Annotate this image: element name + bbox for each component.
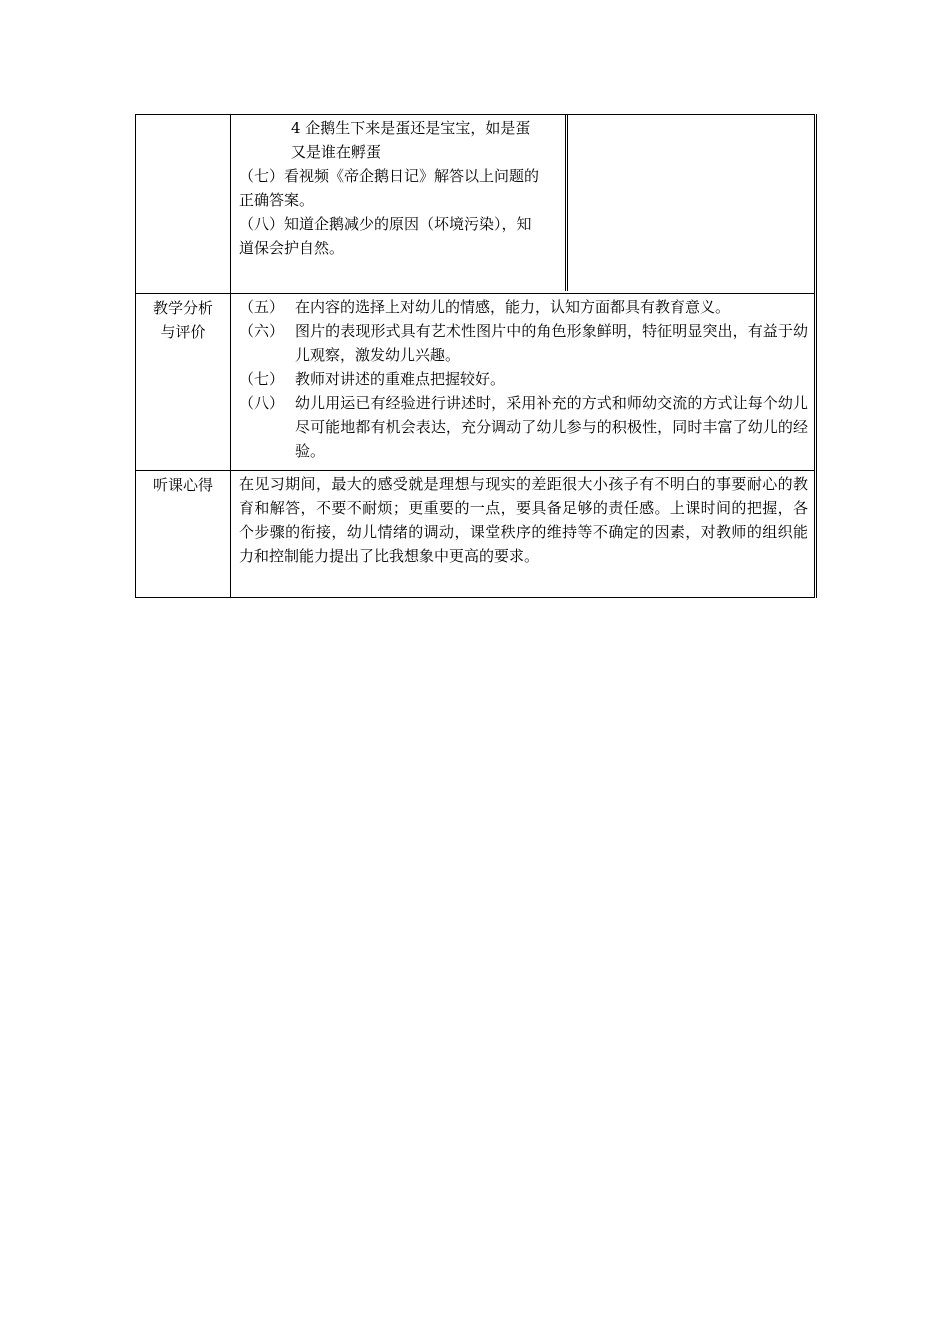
empty-notes-cell xyxy=(568,115,814,291)
list-item-text: 教师对讲述的重难点把握较好。 xyxy=(295,370,506,388)
row-label-reflection: 听课心得 xyxy=(136,471,231,598)
list-item xyxy=(239,295,808,319)
list-item-text: 幼儿用运已有经验进行讲述时，采用补充的方式和师幼交流的方式让每个幼儿尽可能地都有机会表达，充分调动了幼儿参与的积极性，同时丰富了幼儿的经验。 xyxy=(295,394,808,460)
list-item-number: （七） xyxy=(239,370,285,388)
list-item-text: 图片的表现形式具有艺术性图片中的角色形象鲜明，特征明显突出，有益于幼儿观察，激发幼儿兴趣。 xyxy=(295,322,808,364)
row-label-empty xyxy=(136,115,231,294)
analysis-content-cell xyxy=(231,294,816,471)
split-cell xyxy=(231,115,814,291)
label-line: 教学分析 xyxy=(152,299,213,317)
step-8-continuation: 道保会护自然。 xyxy=(239,239,345,257)
activity-steps-cell xyxy=(231,115,816,294)
table-row xyxy=(136,294,816,471)
row-label-analysis xyxy=(136,294,231,471)
reflection-paragraph: 在见习期间，最大的感受就是理想与现实的差距很大小孩子有不明白的事要耐心的教育和解答，不要不耐烦；更重要的一点，要具备足够的责任感。上课时间的把握，各个步骤的衔接，幼儿情绪的调动，课堂秩序的维持等不确定的因素，对教师的组织能力和控制能力提出了比我想象中更高的要求。 xyxy=(239,475,808,565)
table-row xyxy=(136,115,816,294)
list-item-text: 在内容的选择上对幼儿的情感，能力，认知方面都具有教育意义。 xyxy=(295,298,731,316)
step-4-line: 4 企鹅生下来是蛋还是宝宝，如是蛋 xyxy=(291,119,531,137)
step-8-line: （八）知道企鹅减少的原因（坏境污染），知 xyxy=(239,215,532,233)
activity-steps-text xyxy=(231,115,568,291)
list-item-number: （六） xyxy=(239,322,285,340)
reflection-content-cell xyxy=(231,471,816,598)
label-line: 与评价 xyxy=(160,323,206,341)
step-4-continuation: 又是谁在孵蛋 xyxy=(291,143,382,161)
list-item-number: （八） xyxy=(239,394,285,412)
step-7-continuation: 正确答案。 xyxy=(239,191,315,209)
list-item xyxy=(239,319,808,367)
list-item-number: （五） xyxy=(239,298,285,316)
list-item xyxy=(239,391,808,463)
table-row xyxy=(136,471,816,598)
list-item xyxy=(239,367,808,391)
step-7-line: （七）看视频《帝企鹅日记》解答以上问题的 xyxy=(239,167,540,185)
lesson-evaluation-table xyxy=(135,114,817,598)
